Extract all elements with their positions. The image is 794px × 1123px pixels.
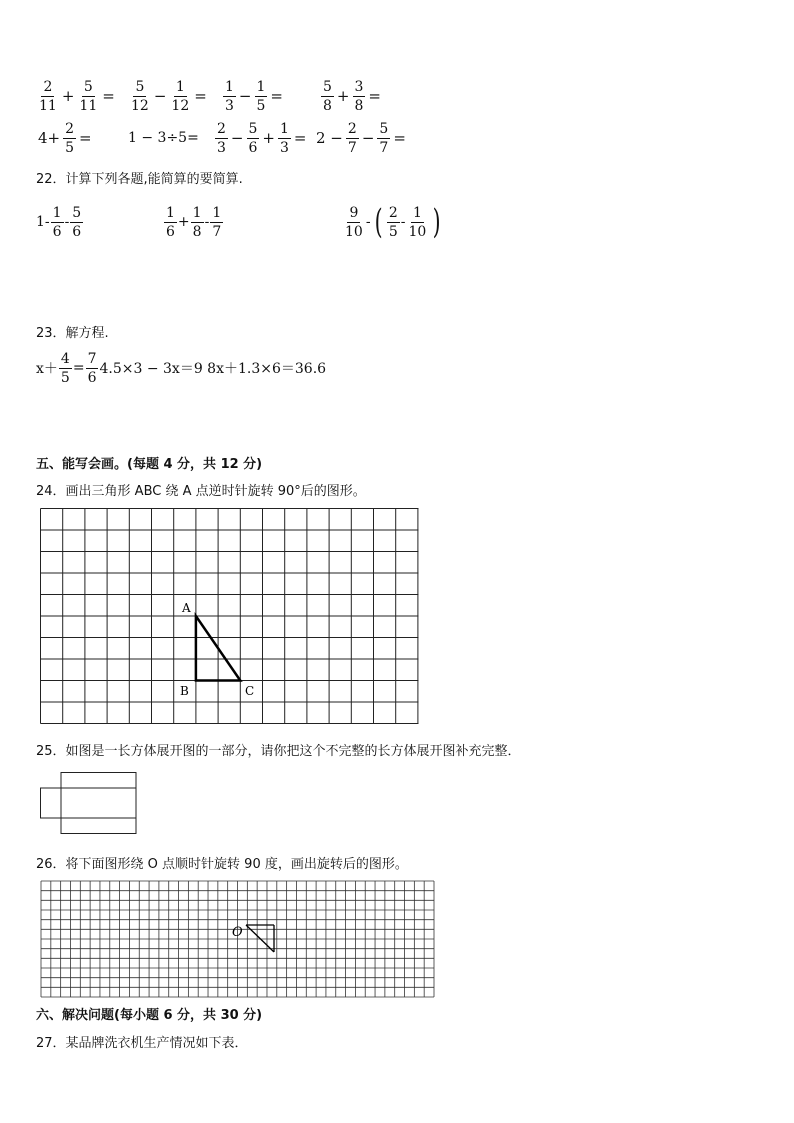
question-23-equations [0, 346, 794, 390]
fraction: $\frac{2}{5}$ [65, 120, 75, 156]
calc-expr-7: $\frac{2}{3}$ − $\frac{5}{6}$ + $\frac{1}{3}$ = [217, 120, 307, 156]
calc-expr-5: 4+ $\frac{2}{5}$ = [38, 120, 92, 156]
section-5-heading: 五、能写会画。(每题 4 分，共 12 分) [36, 457, 263, 472]
fraction: $\frac{2}{3}$ [217, 120, 226, 156]
q24-grid-figure [40, 508, 420, 724]
fraction: $\frac{5}{6}$ [72, 204, 82, 240]
calc-expr-2: $\frac{5}{12}$ − $\frac{1}{12}$ = [131, 78, 207, 114]
fraction: $\frac{3}{8}$ [354, 78, 364, 114]
section-6-heading: 六、解决问题(每小题 6 分，共 30 分) [36, 1008, 263, 1023]
fraction: $\frac{1}{7}$ [212, 204, 222, 240]
cuboid-net-partial [41, 773, 137, 834]
vertex-label-a: A [182, 601, 191, 615]
fraction: $\frac{1}{5}$ [256, 78, 266, 114]
question-25-label: 25．如图是一长方体展开图的一部分，请你把这个不完整的长方体展开图补充完整． [36, 744, 521, 759]
question-22-expressions [0, 200, 794, 244]
fraction: $\frac{2}{5}$ [388, 204, 398, 240]
q25-net-figure [40, 772, 140, 836]
question-23-label: 23．解方程. [36, 326, 109, 341]
calc-expr-1: $\frac{2}{11}$ + $\frac{5}{11}$ = [39, 78, 115, 114]
fraction: $\frac{2}{7}$ [347, 120, 357, 156]
calc-expr-3: $\frac{1}{3}$ − $\frac{1}{5}$ = [225, 78, 283, 114]
fraction: $\frac{5}{6}$ [248, 120, 258, 156]
fraction: $\frac{5}{11}$ [79, 78, 98, 114]
fraction: $\frac{5}{12}$ [131, 78, 149, 114]
fraction: $\frac{4}{5}$ [60, 350, 70, 386]
fraction: $\frac{1}{3}$ [280, 120, 289, 156]
q24-grid-lines [41, 509, 419, 724]
q23-expr: x＋ $\frac{4}{5}$ = $\frac{7}{6}$ 4.5×3 − 3x＝9 8x＋1.3×6＝36.6 [36, 350, 327, 386]
calc-expr-4: $\frac{5}{8}$ + $\frac{3}{8}$ = [323, 78, 381, 114]
point-o-label: O [232, 925, 243, 940]
fraction: $\frac{1}{12}$ [171, 78, 190, 114]
q26-grid-figure [40, 880, 436, 998]
quick-calc-row-1 [0, 74, 794, 118]
q22-expr-3: $\frac{9}{10}$ - ( $\frac{2}{5}$ - $\frac{1}{10}$ ) [345, 202, 441, 242]
calc-expr-6: 1 − 3÷5= [128, 130, 199, 146]
fraction: $\frac{1}{10}$ [408, 204, 427, 240]
fraction: $\frac{7}{6}$ [87, 350, 97, 386]
fraction: $\frac{1}{6}$ [52, 204, 62, 240]
question-24-label: 24．画出三角形 ABC 绕 A 点逆时针旋转 90°后的图形。 [36, 484, 366, 499]
fraction: $\frac{1}{8}$ [192, 204, 202, 240]
q22-expr-2: $\frac{1}{6}$ + $\frac{1}{8}$ - $\frac{1}{7}$ [166, 204, 222, 240]
question-22-label: 22．计算下列各题,能简算的要简算. [36, 172, 243, 187]
quick-calc-row-2 [0, 116, 794, 160]
fraction: $\frac{9}{10}$ [345, 204, 363, 240]
fraction: $\frac{5}{8}$ [323, 78, 332, 114]
vertex-label-c: C [245, 684, 255, 698]
calc-expr-8: 2 − $\frac{2}{7}$ − $\frac{5}{7}$ = [316, 120, 406, 156]
question-27-label: 27．某品牌洗衣机生产情况如下表． [36, 1036, 248, 1051]
question-26-label: 26．将下面图形绕 O 点顺时针旋转 90 度，画出旋转后的图形。 [36, 857, 408, 872]
vertex-label-b: B [180, 684, 189, 698]
fraction: $\frac{1}{6}$ [166, 204, 175, 240]
fraction: $\frac{1}{3}$ [225, 78, 234, 114]
fraction: $\frac{5}{7}$ [379, 120, 389, 156]
fraction: $\frac{2}{11}$ [39, 78, 57, 114]
q22-expr-1: 1- $\frac{1}{6}$ - $\frac{5}{6}$ [36, 204, 82, 240]
